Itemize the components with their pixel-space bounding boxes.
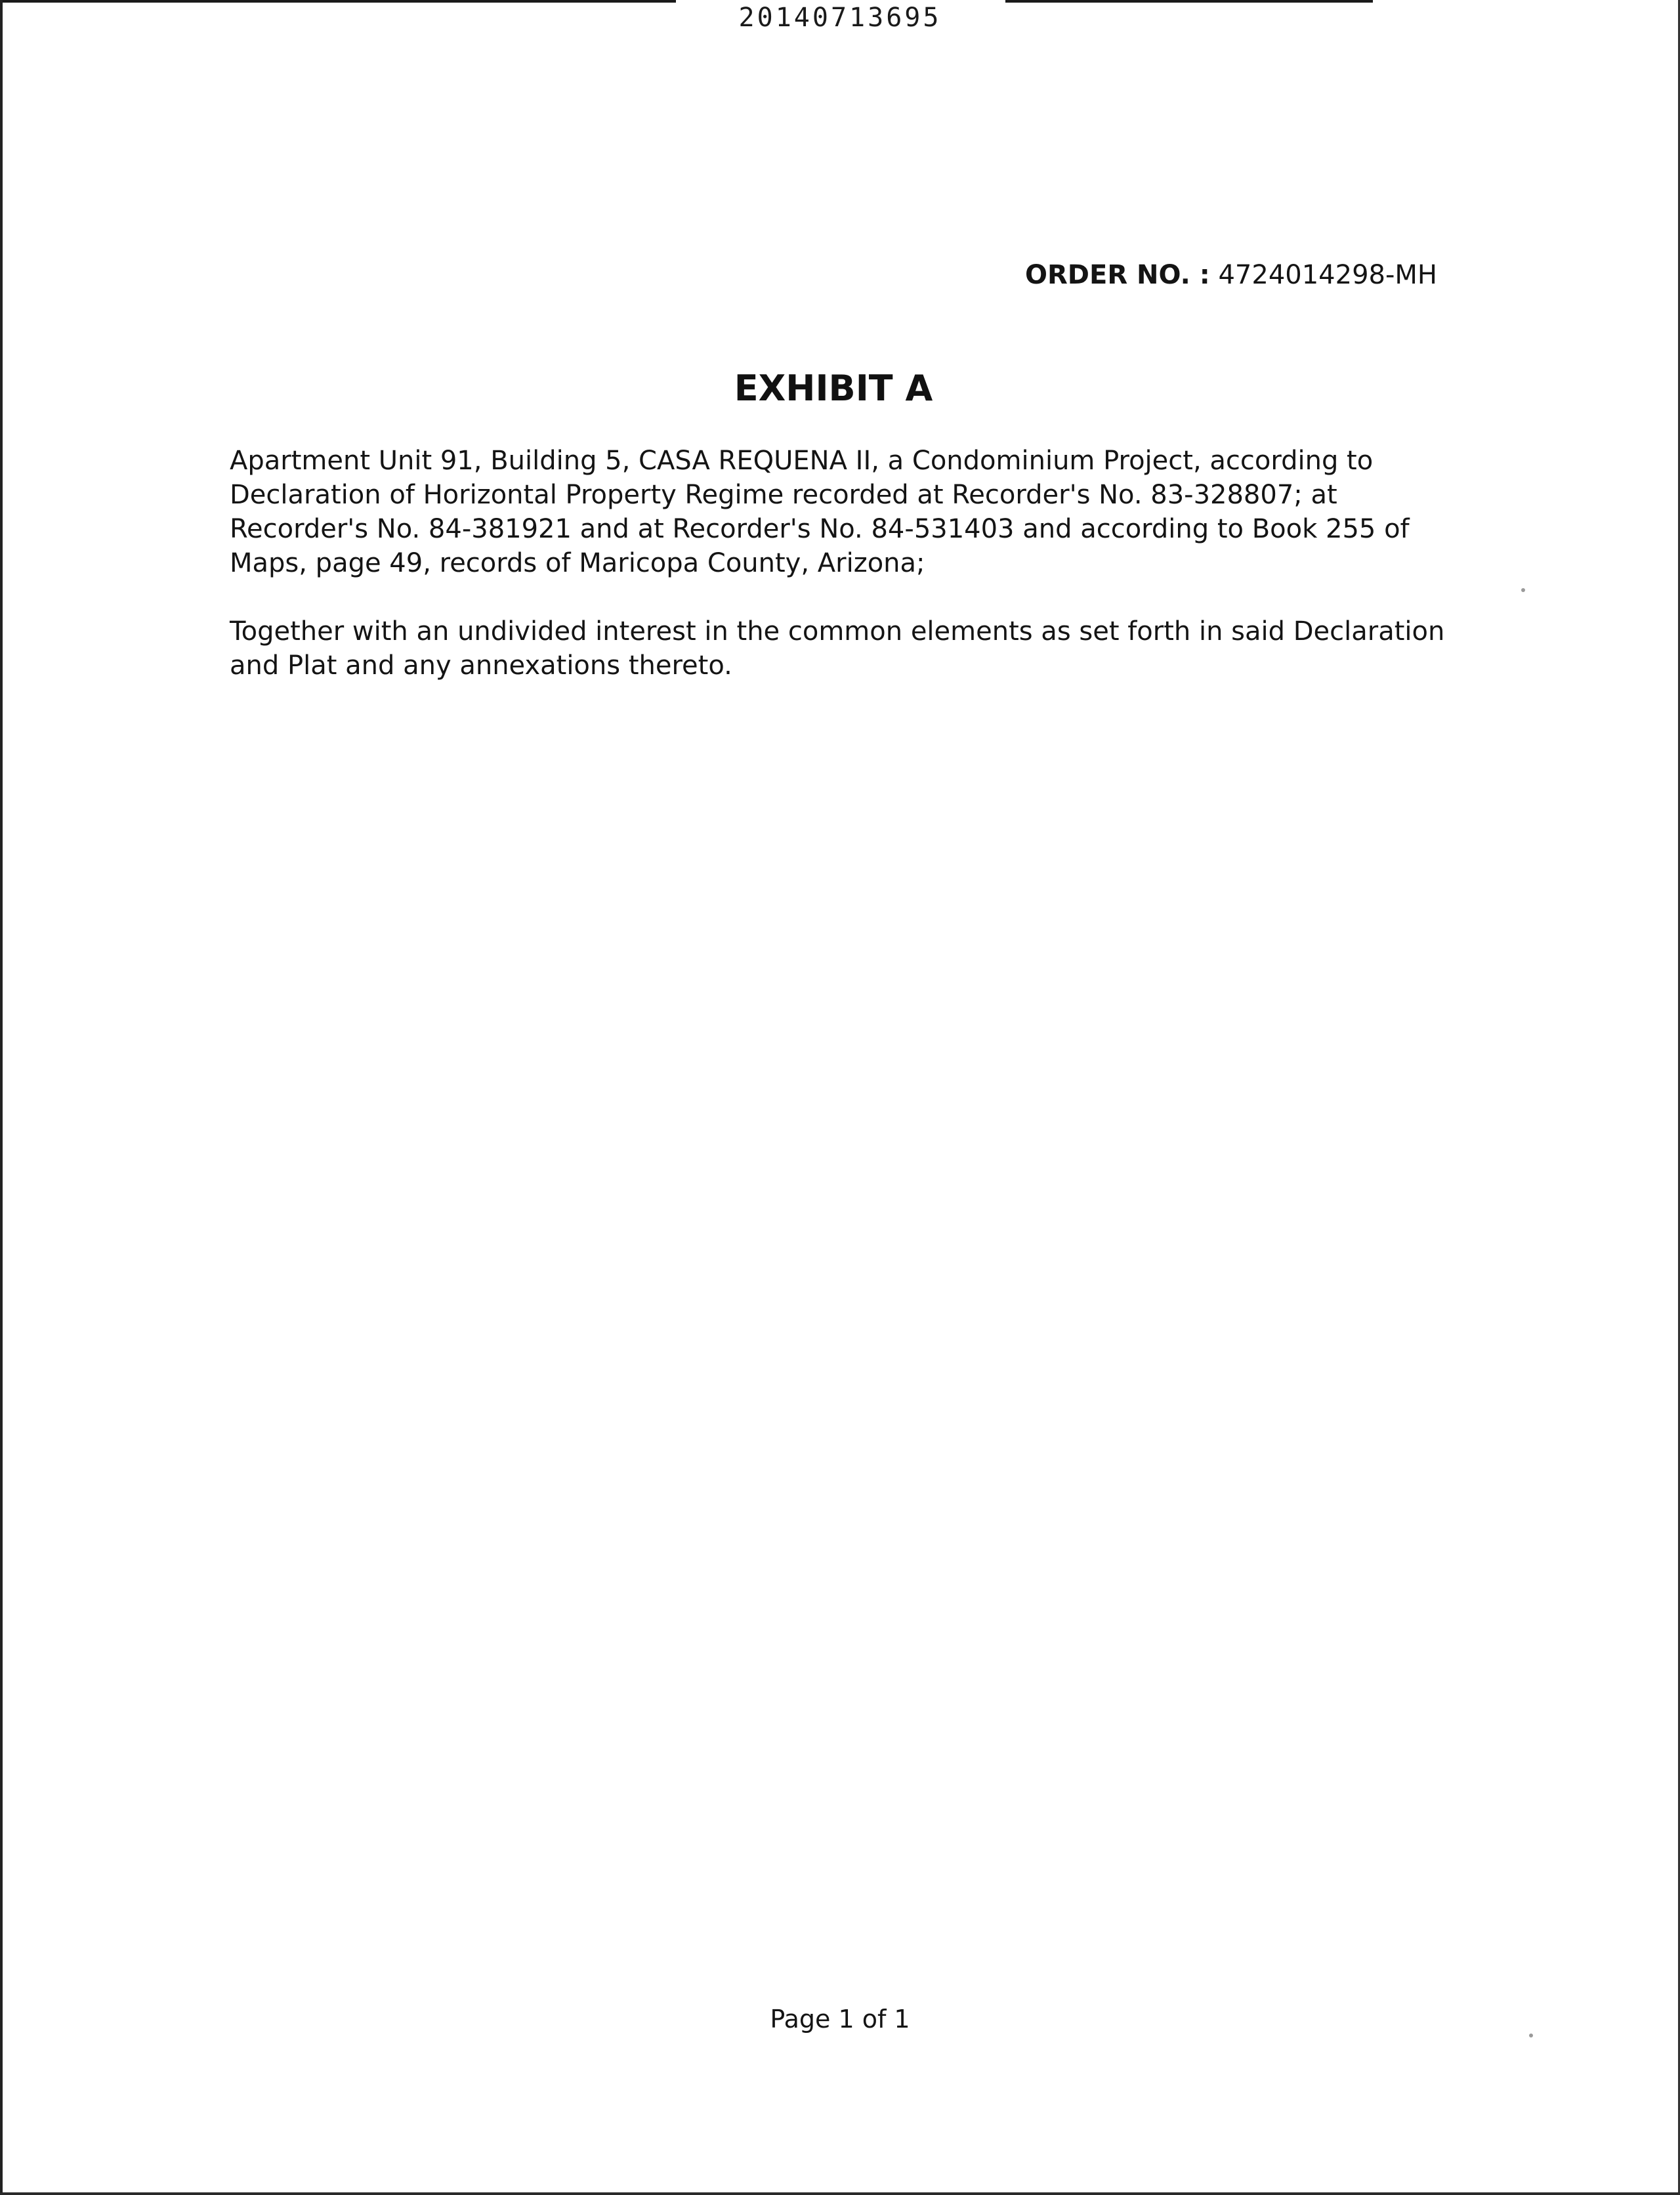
legal-description-paragraph: Apartment Unit 91, Building 5, CASA REQUENA II, a Condominium Project, according to Declaration of Horizontal Property Regime recorded at Recorder's No. 83-328807; at Recorder's No. 84-381921 and at Recorder's No. 84-531403 and according to Book 255 of Maps, page 49, records of Maricopa County, Arizona; <box>230 446 1410 578</box>
common-elements-paragraph: Together with an undivided interest in the common elements as set forth in said Declaration and Plat and any annexations thereto. <box>230 616 1445 681</box>
scan-speck <box>1529 2034 1533 2037</box>
order-number-line <box>1025 260 1437 290</box>
order-number-value: 4724014298-MH <box>1218 260 1437 290</box>
scan-speck <box>1521 588 1525 592</box>
recording-number: 20140713695 <box>738 3 942 33</box>
exhibit-title: EXHIBIT A <box>734 368 933 409</box>
page-number: Page 1 of 1 <box>770 2005 910 2034</box>
scan-border-bottom <box>0 2192 1680 2195</box>
scan-border-left <box>0 0 3 2195</box>
order-number-label: ORDER NO. : <box>1024 260 1210 290</box>
